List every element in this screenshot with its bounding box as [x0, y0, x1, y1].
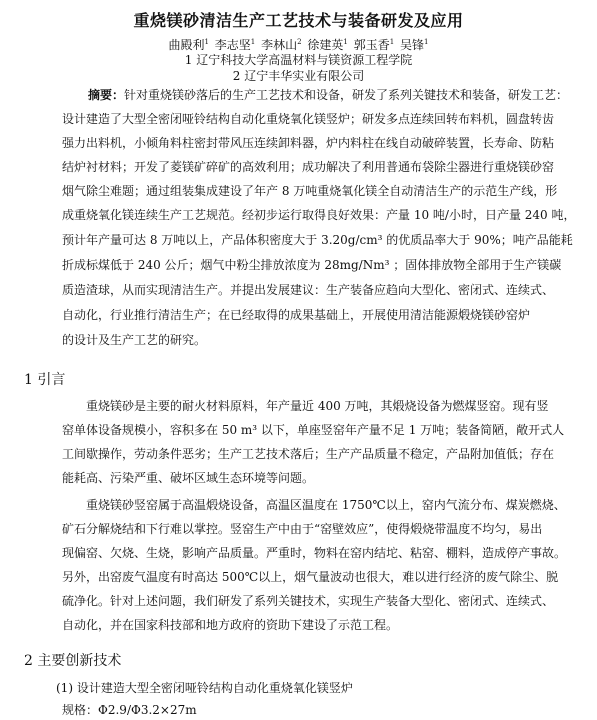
abstract-line: 强力出料机，小倾角料柱密封带风压连续卸料器，炉内料柱在线自动破碎装置，长寿命、防粘	[62, 136, 555, 150]
spec-line	[62, 700, 197, 720]
abstract-first-line	[88, 84, 582, 107]
spec-label: 规格：	[62, 703, 99, 717]
author: 徐建英$^1$	[307, 38, 348, 52]
paragraph-line: 另外，出窑废气温度有时高达 500℃以上，烟气量波动也很大，难以进行经济的废气除尘、脱	[62, 570, 559, 584]
abstract-line: 的设计及生产工艺的研究。	[62, 333, 207, 347]
paragraph-line: 自动化，并在国家科技部和地方政府的资助下建设了示范工程。	[62, 618, 399, 632]
abstract-line: 质造渣球，从而实现清洁生产。并提出发展建议：生产装备应趋向大型化、密闭式、连续式、	[62, 283, 555, 297]
paragraph-line: 重烧镁砂竖窑属于高温煅烧设备，高温区温度在 1750℃以上，窑内气流分布、煤炭燃烧、	[86, 498, 566, 512]
spec-value: Φ2.9/Φ3.2×27m	[98, 703, 197, 717]
abstract-line: 设计建造了大型全密闭哑铃结构自动化重烧氧化镁竖炉；研发多点连续回转布料机，圆盘转齿	[62, 112, 555, 126]
abstract-text: 针对重烧镁砂落后的生产工艺技术和设备，研发了系列关键技术和装备，研发工艺：	[124, 88, 569, 102]
author: 李林山$^2$	[261, 38, 302, 52]
paragraph-line: 重烧镁砂是主要的耐火材料原料，年产量近 400 万吨，其煅烧设备为燃煤竖窑。现有竖	[86, 399, 549, 413]
abstract-line: 自动化，行业推行清洁生产；在已经取得的成果基础上，开展使用清洁能源煅烧镁砂窑炉	[62, 308, 531, 322]
abstract-line: 折成标煤低于 240 公斤；烟气中粉尘排放浓度为 28mg/Nm³ ；固体排放物全部用于生产镁碳	[62, 258, 562, 272]
paragraph-line: 窑单体设备规模小，容积多在 50 m³ 以下，单座竖窑年产量不足 1 万吨；装备简陋，敞开式人	[62, 423, 565, 437]
author: 郭玉香$^1$	[353, 38, 395, 52]
paragraph-line: 工间歇操作，劳动条件恶劣；生产工艺技术落后；生产产品质量不稳定，产品附加值低；存在	[62, 447, 555, 461]
affiliation: 2 辽宁丰华实业有限公司	[232, 69, 365, 83]
author: 曲殿利$^1$	[168, 38, 209, 52]
author: 吴锋$^1$	[400, 38, 429, 52]
section-heading: 2 主要创新技术	[24, 653, 122, 669]
paper-title: 重烧镁砂清洁生产工艺技术与装备研发及应用	[133, 11, 464, 30]
paragraph-line: 硫净化。针对上述问题，我们研发了系列关键技术，实现生产装备大型化、密闭式、连续式、	[62, 594, 555, 608]
author: 李志坚$^1$	[214, 38, 256, 52]
paragraph-line: 现偏窑、欠烧、生烧，影响产品质量。严重时，物料在窑内结坨、粘窑、棚料，造成停产事故。	[62, 546, 567, 560]
abstract-label: 摘要：	[88, 88, 125, 102]
abstract-line: 结炉衬材料；开发了菱镁矿碎矿的高效利用；成功解决了利用普通布袋除尘器进行重烧镁砂窑	[62, 160, 555, 174]
subsection-item: (1) 设计建造大型全密闭哑铃结构自动化重烧氧化镁竖炉	[56, 681, 353, 695]
abstract-line: 烟气除尘难题；通过组装集成建设了年产 8 万吨重烧氧化镁全自动清洁生产的示范生产线，形	[62, 184, 558, 198]
section-heading: 1 引言	[24, 372, 66, 388]
affiliation: 1 辽宁科技大学高温材料与镁资源工程学院	[184, 53, 413, 67]
author-list	[0, 34, 597, 54]
abstract-line: 成重烧氧化镁连续生产工艺规范。经初步运行取得良好效果：产量 10 吨/小时，日产量 240 吨，	[62, 208, 576, 222]
paragraph-line: 能耗高、污染严重、破坏区域生态环境等问题。	[62, 471, 315, 485]
abstract-line: 预计年产量可达 8 万吨以上，产品体积密度大于 3.20g/cm³ 的优质品率大于 90%；吨产品能耗	[62, 233, 573, 247]
paragraph-line: 矿石分解烧结和下行难以掌控。竖窑生产中由于“窑壁效应”，使得煅烧带温度不均匀，易出	[62, 522, 543, 536]
